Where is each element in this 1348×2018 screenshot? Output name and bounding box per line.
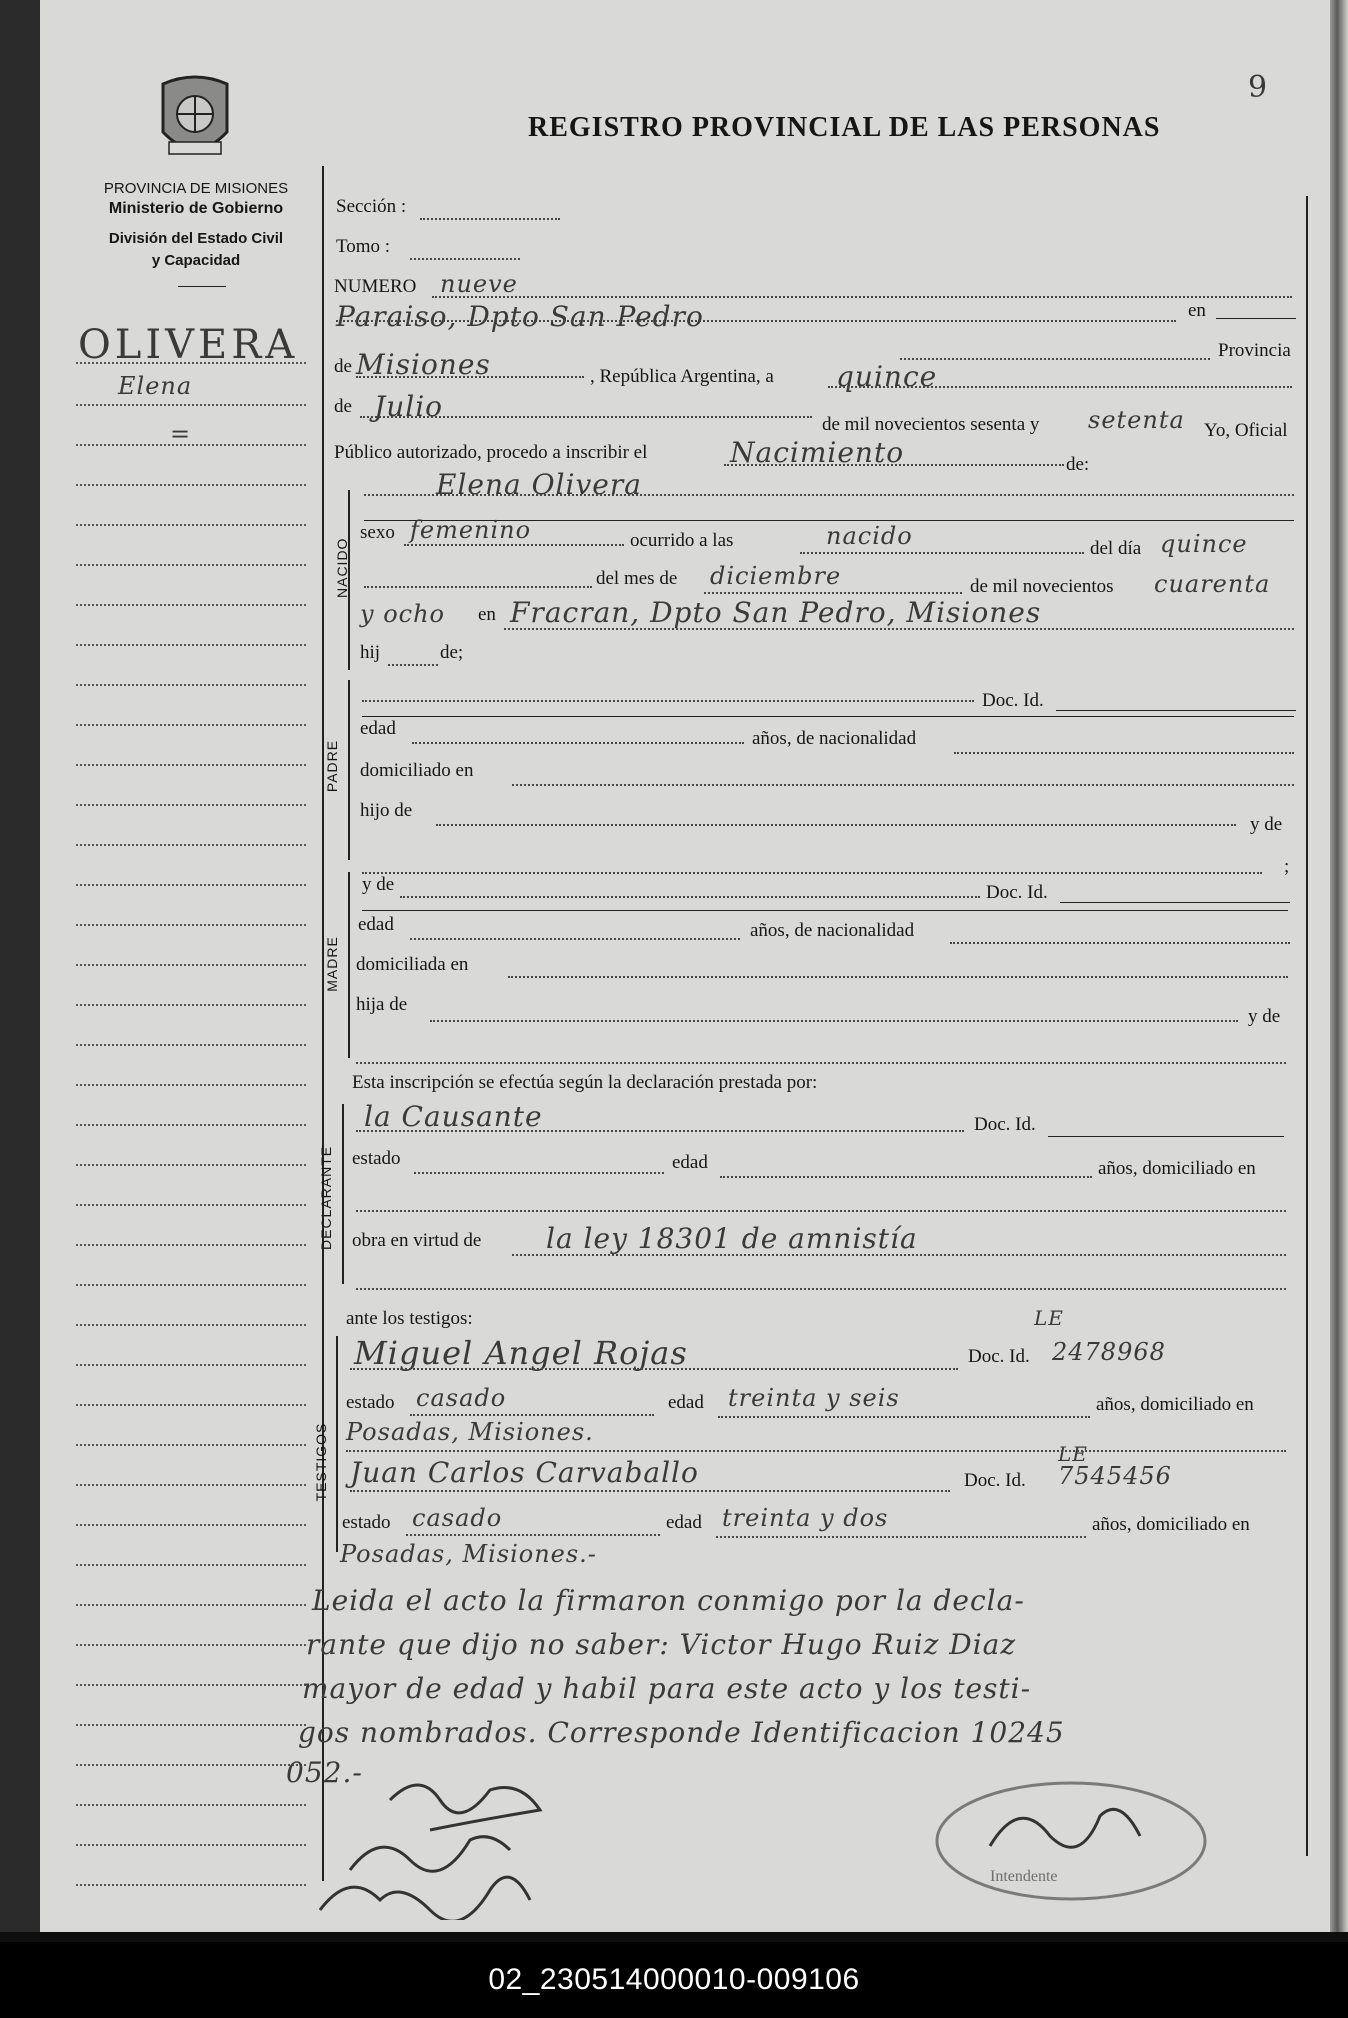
margin-line	[76, 1284, 306, 1286]
margin-line	[76, 1084, 306, 1086]
margin-line	[76, 444, 306, 446]
testigo1-anos-label: años, domiciliado en	[1096, 1394, 1254, 1415]
hora-line	[800, 552, 1084, 554]
margin-line	[76, 924, 306, 926]
testigo1-estado: casado	[416, 1384, 507, 1412]
declarante-estado-line	[414, 1172, 664, 1174]
margin-line	[76, 804, 306, 806]
lugar-value: Paraiso, Dpto San Pedro	[336, 300, 704, 333]
provincia-value-line	[356, 376, 584, 378]
madre-y-de-line	[356, 1062, 1286, 1064]
padre-edad-line	[412, 742, 744, 744]
seal-icon	[155, 74, 235, 166]
dia-value: quince	[836, 360, 938, 393]
hora-value: nacido	[826, 522, 913, 550]
margin-line	[76, 1444, 306, 1446]
testigo2-estado: casado	[412, 1504, 503, 1532]
margin-line	[76, 484, 306, 486]
margin-divider	[322, 166, 324, 1881]
padre-rule-2	[362, 716, 1294, 717]
testigo2-anos-label: años, domiciliado en	[1092, 1514, 1250, 1535]
madre-dom-label: domiciliada en	[356, 954, 469, 975]
margin-line	[76, 724, 306, 726]
en-nac-label: en	[478, 604, 496, 625]
margin-line	[76, 1244, 306, 1246]
margin-line	[76, 1684, 306, 1686]
del-mes-label: del mes de	[596, 568, 678, 589]
margin-surname: OLIVERA	[78, 322, 299, 368]
lugar-nac-value: Fracran, Dpto San Pedro, Misiones	[510, 596, 1042, 629]
sexo-value: femenino	[410, 516, 532, 544]
declarante-rule	[342, 1104, 344, 1284]
acto-value: Nacimiento	[730, 436, 905, 469]
margin-line	[76, 404, 306, 406]
testigo1-name: Miguel Angel Rojas	[354, 1334, 688, 1372]
margin-line	[76, 1124, 306, 1126]
madre-doc-label: Doc. Id.	[986, 882, 1048, 903]
dia-nac-line-2	[364, 586, 592, 588]
testigo1-edad-line	[718, 1416, 1090, 1418]
yo-oficial-label: Yo, Oficial	[1204, 420, 1288, 441]
binder-edge	[0, 0, 40, 1932]
padre-edad-label: edad	[360, 718, 396, 739]
en-label: en	[1188, 300, 1206, 321]
testigo2-estado-line	[406, 1534, 660, 1536]
seccion-label: Sección :	[336, 196, 407, 217]
numero-value: nueve	[440, 270, 518, 298]
testigo1-dom: Posadas, Misiones.	[346, 1418, 594, 1446]
mes-value: Julio	[374, 390, 444, 423]
margin-line	[76, 1324, 306, 1326]
margin-line	[76, 1364, 306, 1366]
padre-doc-label: Doc. Id.	[982, 690, 1044, 711]
testigo1-doc-prefix: LE	[1034, 1306, 1064, 1330]
declaracion-label: Esta inscripción se efectúa según la declaración prestada por:	[352, 1072, 818, 1093]
padre-hijo-line	[436, 824, 1236, 826]
header-rule	[178, 286, 226, 287]
madre-y-de-label: y de	[362, 874, 395, 895]
margin-line	[76, 524, 306, 526]
margin-line	[76, 1644, 306, 1646]
de-label-2: de	[334, 396, 352, 417]
publico-label: Público autorizado, procedo a inscribir el	[334, 442, 648, 463]
declarante-value: la Causante	[364, 1100, 543, 1133]
declarante-label: DECLARANTE	[318, 1145, 334, 1250]
mil-sesenta-label: de mil novecientos sesenta y	[822, 414, 1040, 435]
testigo1-dom-line	[346, 1450, 1286, 1452]
madre-rule-2	[362, 910, 1288, 911]
madre-y-de-label-2: y de	[1248, 1006, 1281, 1027]
margin-line	[76, 1164, 306, 1166]
padre-dom-line	[512, 784, 1294, 786]
margin-line	[76, 1844, 306, 1846]
hij-line	[388, 664, 438, 666]
testigo2-doc-prefix: LE	[1058, 1442, 1088, 1466]
madre-dom-line	[508, 976, 1288, 978]
lugar-nac-line	[504, 628, 1294, 630]
margin-mark: =	[170, 420, 192, 448]
testigos-label-text: ante los testigos:	[346, 1308, 473, 1329]
testigos-label: TESTIGOS	[313, 1422, 329, 1502]
padre-doc-line	[1056, 710, 1296, 711]
seal-bottom-text: Intendente	[990, 1868, 1058, 1885]
declarante-estado-label: estado	[352, 1148, 401, 1169]
page-edge	[1330, 0, 1348, 1932]
margin-line	[76, 1044, 306, 1046]
testigo2-doc: 7545456	[1058, 1462, 1172, 1490]
padre-name-line	[362, 700, 974, 702]
testigo2-estado-label: estado	[342, 1512, 391, 1533]
header-province: PROVINCIA DE MISIONES	[103, 180, 289, 197]
testigo1-edad: treinta y seis	[728, 1384, 900, 1412]
margin-line	[76, 1484, 306, 1486]
padre-nac-label: años, de nacionalidad	[752, 728, 917, 749]
declarante-edad-line	[720, 1176, 1092, 1178]
margin-line	[76, 1204, 306, 1206]
page-number: 9	[1248, 70, 1269, 105]
declarante-edad-label: edad	[672, 1152, 708, 1173]
file-id: 02_230514000010-009106	[0, 1942, 1348, 2018]
de-semi-label: de;	[440, 642, 464, 663]
provincial-seal	[155, 74, 235, 166]
margin-given-name: Elena	[118, 372, 193, 400]
note-line-4: gos nombrados. Corresponde Identificacion 10245	[298, 1716, 1065, 1749]
de-label-1: de	[334, 356, 352, 377]
margin-line	[76, 362, 306, 364]
madre-rule	[348, 872, 350, 1058]
provincia-label: Provincia	[1218, 340, 1291, 361]
margin-line	[76, 884, 306, 886]
testigo1-doc-label: Doc. Id.	[968, 1346, 1030, 1367]
mes-nac-line	[704, 592, 962, 594]
declarante-doc-line	[1048, 1136, 1284, 1137]
declarante-doc-label: Doc. Id.	[974, 1114, 1036, 1135]
numero-line	[432, 296, 1292, 298]
note-line-5: 052.-	[286, 1756, 363, 1789]
margin-line	[76, 604, 306, 606]
mes-nac-value: diciembre	[710, 562, 842, 590]
testigo2-name: Juan Carlos Carvaballo	[350, 1456, 699, 1489]
dia-nac-value: quince	[1160, 530, 1248, 558]
nombre-line	[364, 494, 1294, 496]
margin-line	[76, 1884, 306, 1886]
provincia-value: Misiones	[356, 348, 491, 381]
padre-hijo-label: hijo de	[360, 800, 413, 821]
padre-label: PADRE	[324, 739, 340, 793]
ocurrido-label: ocurrido a las	[630, 530, 734, 551]
margin-line	[76, 1524, 306, 1526]
tomo-line	[410, 258, 520, 260]
anio-nac-value-2: y ocho	[360, 600, 445, 628]
margin-line	[76, 1604, 306, 1606]
del-dia-label: del día	[1090, 538, 1142, 559]
padre-y-de-line	[362, 872, 1262, 874]
obra-line	[512, 1254, 1286, 1256]
header-capacity: y Capacidad	[151, 252, 241, 269]
mes-line	[360, 416, 812, 418]
declarante-dom-line	[356, 1210, 1286, 1212]
tomo-label: Tomo :	[336, 236, 391, 257]
madre-doc-line	[1060, 902, 1290, 903]
madre-edad-label: edad	[358, 914, 394, 935]
testigo2-edad-line	[716, 1536, 1086, 1538]
hij-label: hij	[360, 642, 381, 663]
testigo1-line	[350, 1368, 958, 1370]
dia-line	[828, 386, 1292, 388]
acto-line	[724, 464, 1064, 466]
numero-label: NUMERO	[334, 276, 417, 297]
padre-rule	[348, 680, 350, 860]
testigo2-doc-label: Doc. Id.	[964, 1470, 1026, 1491]
margin-line	[76, 1004, 306, 1006]
madre-label: MADRE	[324, 936, 340, 992]
margin-line	[76, 564, 306, 566]
anio-nac-value: cuarenta	[1154, 570, 1271, 598]
testigo2-line	[350, 1490, 950, 1492]
margin-line	[76, 684, 306, 686]
note-line-1: Leida el acto la firmaron conmigo por la decla-	[312, 1584, 1025, 1617]
sexo-label: sexo	[360, 522, 395, 543]
seccion-line	[420, 218, 560, 220]
margin-line	[76, 764, 306, 766]
madre-nac-line	[950, 942, 1290, 944]
lugar-line	[336, 320, 1176, 322]
page-title: REGISTRO PROVINCIAL DE LAS PERSONAS	[528, 112, 1161, 143]
margin-line	[76, 1804, 306, 1806]
en-line	[1216, 318, 1296, 319]
declarante-anos-label: años, domiciliado en	[1098, 1158, 1256, 1179]
signatures	[290, 1760, 650, 1920]
sexo-line	[404, 544, 624, 546]
madre-hija-label: hija de	[356, 994, 408, 1015]
margin-line	[76, 964, 306, 966]
padre-y-de-label: y de	[1250, 814, 1283, 835]
note-line-2: rante que dijo no saber: Victor Hugo Ruiz Diaz	[306, 1628, 1017, 1661]
margin-line	[76, 844, 306, 846]
republica-label: , República Argentina, a	[590, 366, 774, 387]
margin-line	[76, 1764, 306, 1766]
header-division: División del Estado Civil	[108, 230, 284, 247]
declarante-line	[356, 1130, 964, 1132]
madre-name-line	[400, 896, 980, 898]
note-line-3: mayor de edad y habil para este acto y los testi-	[302, 1672, 1032, 1705]
margin-line	[76, 644, 306, 646]
testigos-rule	[336, 1336, 338, 1552]
nacido-label: NACIDO	[334, 537, 350, 598]
padre-dom-label: domiciliado en	[360, 760, 474, 781]
testigo1-doc: 2478968	[1052, 1338, 1166, 1366]
anio-value: setenta	[1088, 406, 1185, 434]
obra-label: obra en virtud de	[352, 1230, 482, 1251]
mil-novecientos-label: de mil novecientos	[970, 576, 1114, 597]
margin-line	[76, 1564, 306, 1566]
nombre-value: Elena Olivera	[436, 468, 642, 501]
margin-line	[76, 1724, 306, 1726]
official-seal	[930, 1776, 1212, 1906]
margin-line	[76, 1404, 306, 1406]
header-ministry: Ministerio de Gobierno	[108, 200, 284, 217]
official-seal-icon	[930, 1776, 1212, 1906]
obra-line-2	[356, 1288, 1286, 1290]
padre-semicolon: ;	[1284, 856, 1290, 877]
testigo1-estado-label: estado	[346, 1392, 395, 1413]
padre-nac-line	[954, 752, 1294, 754]
madre-hija-line	[430, 1020, 1238, 1022]
madre-edad-line	[410, 938, 740, 940]
signature-icon	[290, 1760, 650, 1920]
madre-nac-label: años, de nacionalidad	[750, 920, 915, 941]
right-border	[1306, 196, 1308, 1856]
provincia-line	[900, 358, 1210, 360]
testigo1-edad-label: edad	[668, 1392, 704, 1413]
de-colon-label: de:	[1066, 454, 1090, 475]
obra-value: la ley 18301 de amnistía	[546, 1222, 918, 1255]
testigo2-dom: Posadas, Misiones.-	[340, 1540, 597, 1568]
testigo2-edad: treinta y dos	[722, 1504, 889, 1532]
testigo1-estado-line	[410, 1414, 654, 1416]
testigo2-edad-label: edad	[666, 1512, 702, 1533]
